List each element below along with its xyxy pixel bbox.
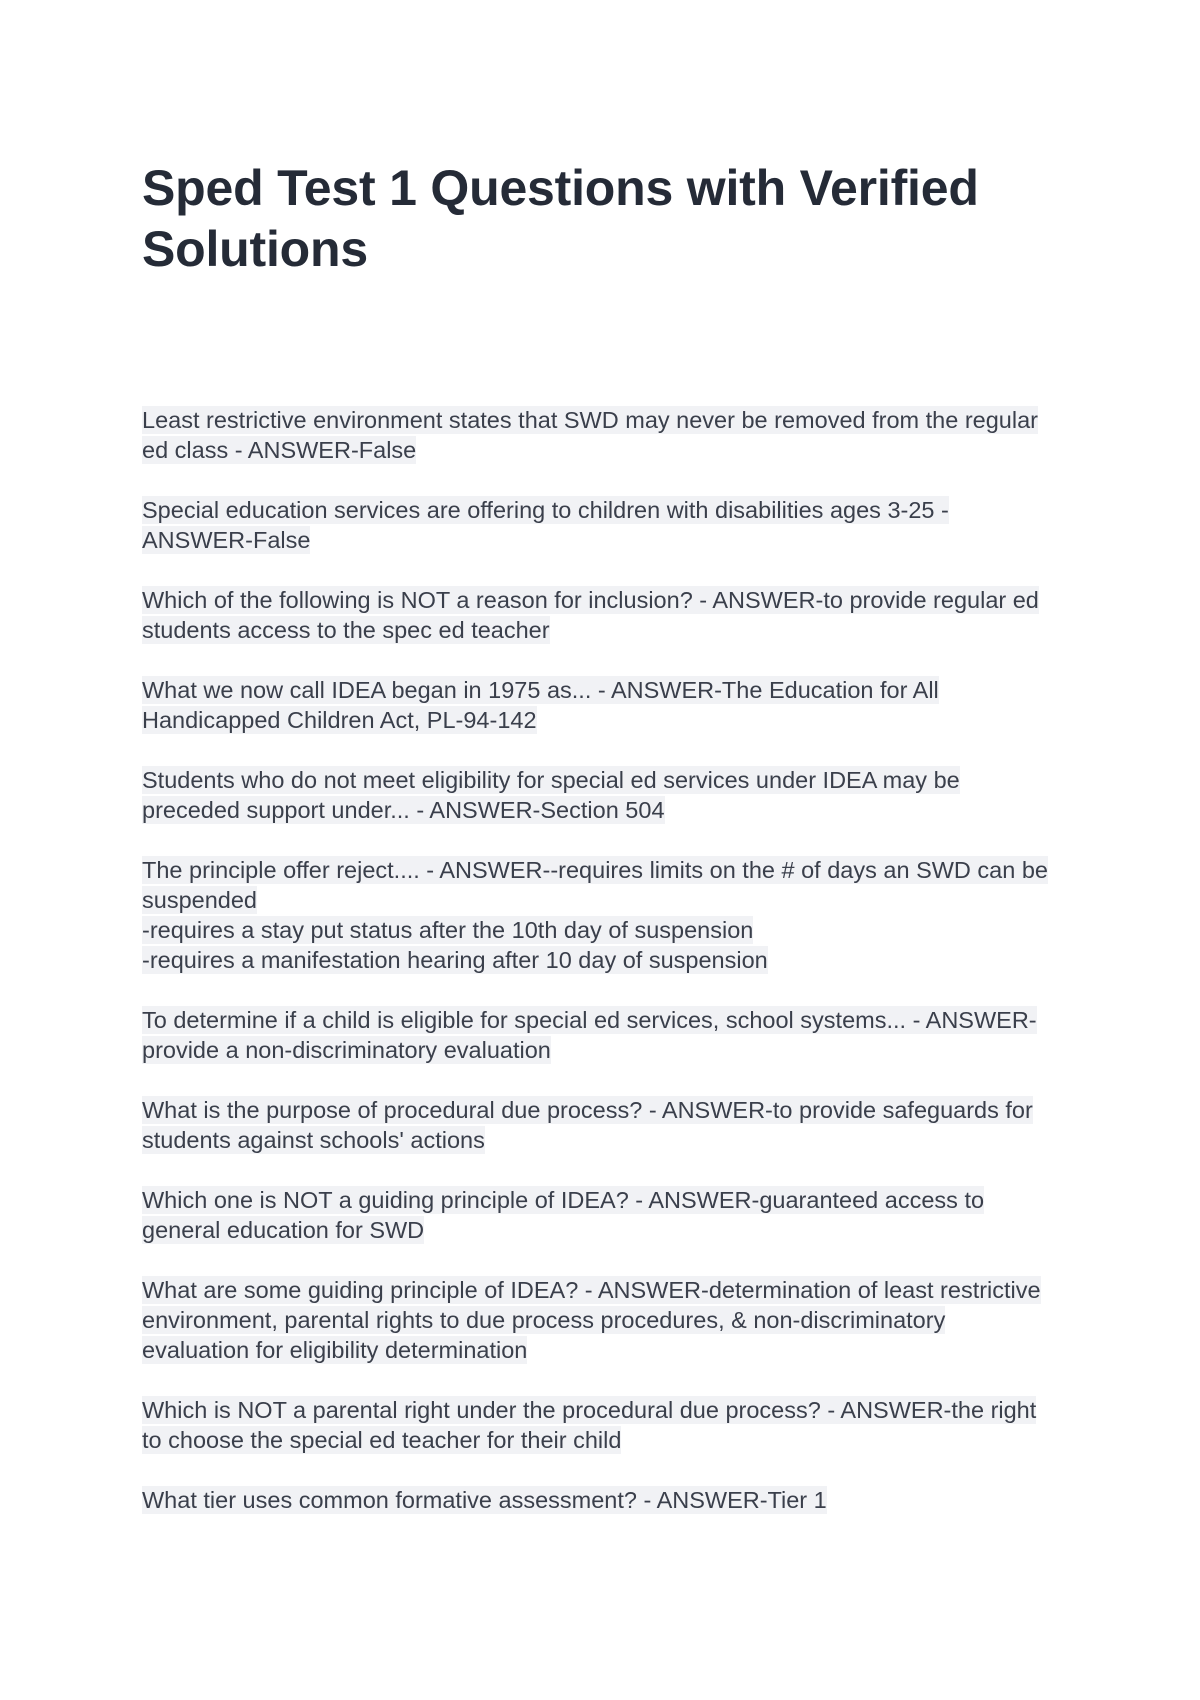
qa-line-text: provide a non-discriminatory evaluation [142,1037,551,1063]
qa-line [142,495,1072,525]
qa-line [142,1425,1072,1455]
qa-line [142,855,1072,885]
qa-line [142,1395,1072,1425]
qa-line-text: Students who do not meet eligibility for special ed services under IDEA may be [142,767,960,793]
qa-line-text: Handicapped Children Act, PL-94-142 [142,707,537,733]
qa-line [142,1005,1072,1035]
qa-item [142,495,1072,555]
qa-line [142,915,1072,945]
qa-line-text: evaluation for eligibility determination [142,1337,528,1363]
document-page [142,158,1072,1545]
qa-item [142,1275,1072,1365]
qa-line [142,705,1072,735]
qa-line-text: preceded support under... - ANSWER-Section 504 [142,797,665,823]
qa-line-text: What are some guiding principle of IDEA? - ANSWER-determination of least restrictive [142,1277,1041,1303]
qa-line-text: The principle offer reject.... - ANSWER--requires limits on the # of days an SWD can be [142,857,1048,883]
page-title [142,158,1072,280]
qa-item [142,1185,1072,1245]
qa-line [142,1485,1072,1515]
qa-line-text: ANSWER-False [142,527,311,553]
qa-line-text: What we now call IDEA began in 1975 as... - ANSWER-The Education for All [142,677,939,703]
title-line: Solutions [142,221,368,277]
qa-line [142,765,1072,795]
qa-line [142,1125,1072,1155]
qa-line [142,885,1072,915]
qa-item [142,1485,1072,1515]
qa-line-text: suspended [142,887,257,913]
qa-line-text: What is the purpose of procedural due process? - ANSWER-to provide safeguards for [142,1097,1033,1123]
qa-line [142,525,1072,555]
qa-line [142,1335,1072,1365]
qa-line [142,1035,1072,1065]
qa-line [142,1095,1072,1125]
qa-item [142,1095,1072,1155]
qa-line [142,1275,1072,1305]
qa-item [142,675,1072,735]
qa-line [142,1185,1072,1215]
qa-line-text: to choose the special ed teacher for their child [142,1427,622,1453]
qa-line [142,615,1072,645]
qa-line-text: -requires a manifestation hearing after 10 day of suspension [142,947,768,973]
qa-line-text: Special education services are offering to children with disabilities ages 3-25 - [142,497,949,523]
qa-line-text: Least restrictive environment states that SWD may never be removed from the regular [142,407,1038,433]
qa-line [142,405,1072,435]
question-answer-list [142,405,1072,1515]
qa-item [142,1005,1072,1065]
qa-item [142,855,1072,975]
qa-line-text: To determine if a child is eligible for special ed services, school systems... - ANSWER- [142,1007,1037,1033]
qa-line-text: students against schools' actions [142,1127,485,1153]
qa-line-text: -requires a stay put status after the 10th day of suspension [142,917,754,943]
qa-line [142,1215,1072,1245]
qa-line [142,435,1072,465]
qa-line [142,1305,1072,1335]
qa-line-text: What tier uses common formative assessment? - ANSWER-Tier 1 [142,1487,827,1513]
qa-line-text: students access to the spec ed teacher [142,617,550,643]
qa-line [142,945,1072,975]
qa-line-text: Which one is NOT a guiding principle of IDEA? - ANSWER-guaranteed access to [142,1187,985,1213]
qa-line-text: Which is NOT a parental right under the procedural due process? - ANSWER-the right [142,1397,1037,1423]
qa-line-text: environment, parental rights to due process procedures, & non-discriminatory [142,1307,946,1333]
qa-item [142,585,1072,645]
qa-line-text: Which of the following is NOT a reason for inclusion? - ANSWER-to provide regular ed [142,587,1039,613]
qa-line-text: general education for SWD [142,1217,425,1243]
qa-line [142,795,1072,825]
qa-item [142,405,1072,465]
qa-line [142,675,1072,705]
qa-item [142,765,1072,825]
qa-line [142,585,1072,615]
qa-item [142,1395,1072,1455]
qa-line-text: ed class - ANSWER-False [142,437,417,463]
title-line: Sped Test 1 Questions with Verified [142,160,979,216]
